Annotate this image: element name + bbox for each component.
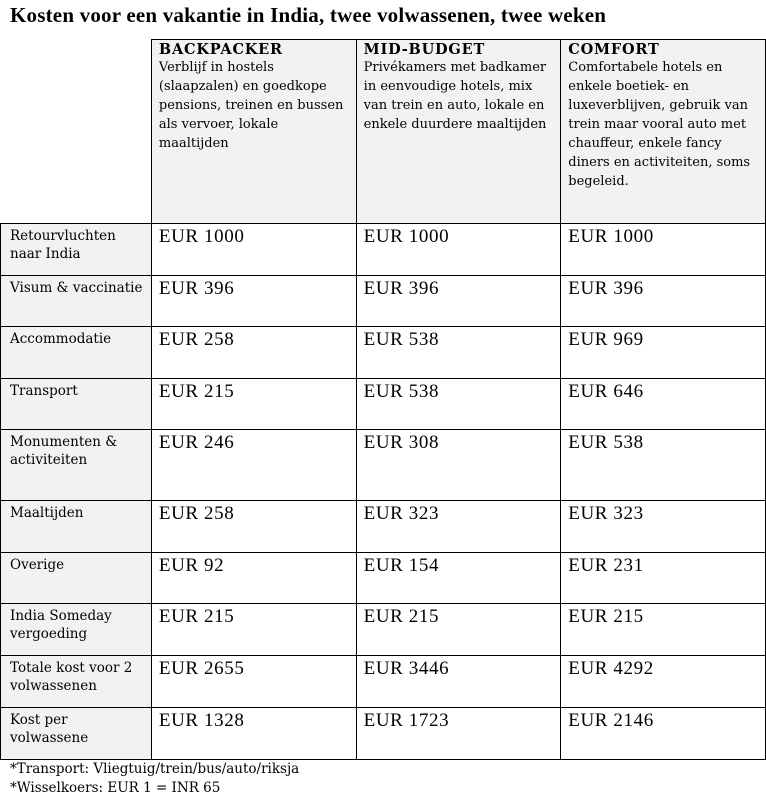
cost-cell: EUR 154	[356, 553, 561, 604]
row-label: Accommodatie	[1, 327, 152, 379]
cost-cell: EUR 92	[151, 553, 356, 604]
table-row	[1, 224, 766, 276]
cost-cell: EUR 396	[151, 276, 356, 327]
total-row	[1, 656, 766, 708]
table-row	[1, 327, 766, 379]
cost-cell: EUR 246	[151, 430, 356, 501]
per-adult-cell: EUR 2146	[561, 708, 766, 760]
table-row	[1, 604, 766, 656]
table-row	[1, 379, 766, 430]
column-header-comfort	[561, 40, 766, 224]
column-title: BACKPACKER	[158, 41, 283, 58]
cost-cell: EUR 396	[356, 276, 561, 327]
header-row	[1, 40, 766, 224]
total-cell: EUR 4292	[561, 656, 766, 708]
cost-cell: EUR 323	[356, 501, 561, 553]
cost-cell: EUR 969	[561, 327, 766, 379]
table-row	[1, 430, 766, 501]
cost-cell: EUR 538	[356, 379, 561, 430]
column-title: MID-BUDGET	[363, 41, 486, 58]
cost-cell: EUR 231	[561, 553, 766, 604]
row-label: India Someday vergoeding	[1, 604, 152, 656]
per-adult-cell: EUR 1328	[151, 708, 356, 760]
row-label: Retourvluchten naar India	[1, 224, 152, 276]
row-label: Monumenten & activiteiten	[1, 430, 152, 501]
column-header-mid-budget	[356, 40, 561, 224]
table-row	[1, 276, 766, 327]
cost-cell: EUR 538	[561, 430, 766, 501]
cost-cell: EUR 215	[151, 604, 356, 656]
cost-cell: EUR 646	[561, 379, 766, 430]
footnote-exchange-rate: *Wisselkoers: EUR 1 = INR 65	[10, 780, 221, 796]
footnote-transport: *Transport: Vliegtuig/trein/bus/auto/riksja	[10, 761, 300, 777]
column-header-backpacker	[151, 40, 356, 224]
table-row	[1, 553, 766, 604]
total-label: Totale kost voor 2 volwassenen	[1, 656, 152, 708]
page-title: Kosten voor een vakantie in India, twee volwassenen, twee weken	[10, 3, 607, 27]
cost-cell: EUR 323	[561, 501, 766, 553]
per-adult-row	[1, 708, 766, 760]
cost-table	[0, 39, 766, 760]
row-label: Maaltijden	[1, 501, 152, 553]
cost-cell: EUR 258	[151, 327, 356, 379]
column-description: Privékamers met badkamer in eenvoudige hotels, mix van trein en auto, lokale en enkele duurdere maaltijden	[363, 60, 547, 132]
per-adult-cell: EUR 1723	[356, 708, 561, 760]
row-label: Transport	[1, 379, 152, 430]
column-description: Verblijf in hostels (slaapzalen) en goedkope pensions, treinen en bussen als vervoer, lokale maaltijden	[158, 60, 344, 151]
cost-cell: EUR 1000	[561, 224, 766, 276]
cost-cell: EUR 1000	[151, 224, 356, 276]
cost-cell: EUR 396	[561, 276, 766, 327]
row-label: Overige	[1, 553, 152, 604]
total-cell: EUR 2655	[151, 656, 356, 708]
column-title: COMFORT	[568, 41, 660, 58]
cost-cell: EUR 215	[561, 604, 766, 656]
total-cell: EUR 3446	[356, 656, 561, 708]
footnotes	[10, 760, 299, 798]
cost-cell: EUR 308	[356, 430, 561, 501]
cost-cell: EUR 258	[151, 501, 356, 553]
cost-cell: EUR 538	[356, 327, 561, 379]
cost-cell: EUR 1000	[356, 224, 561, 276]
per-adult-label: Kost per volwassene	[1, 708, 152, 760]
header-corner-cell	[1, 40, 152, 224]
table-row	[1, 501, 766, 553]
column-description: Comfortabele hotels en enkele boetiek- en luxeverblijven, gebruik van trein maar vooral auto met chauffeur, enkele fancy diners en activiteiten, soms begeleid.	[568, 60, 751, 189]
cost-cell: EUR 215	[151, 379, 356, 430]
cost-cell: EUR 215	[356, 604, 561, 656]
row-label: Visum & vaccinatie	[1, 276, 152, 327]
